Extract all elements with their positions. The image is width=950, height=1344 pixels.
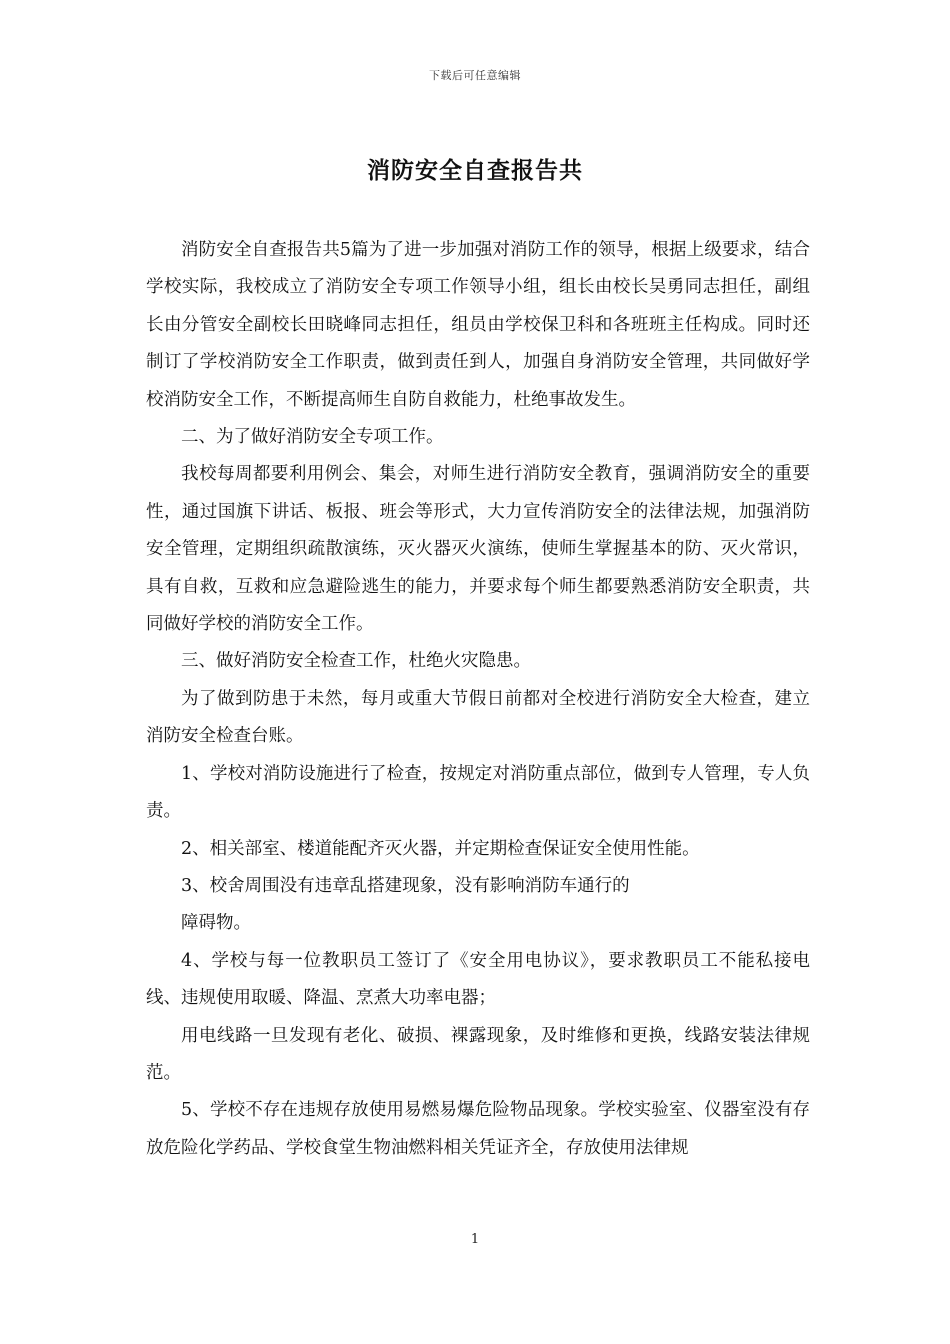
header-note: 下载后可任意编辑 [429, 69, 521, 82]
paragraph: 2、相关部室、楼道能配齐灭火器，并定期检查保证安全使用性能。 [181, 838, 700, 859]
paragraph: 障碍物。 [181, 913, 251, 934]
paragraph: 我校每周都要利用例会、集会，对师生进行消防安全教育，强调消防安全的重要性，通过国旗下讲话、板报、班会等形式，大力宣传消防安全的法律法规，加强消防安全管理，定期组织疏散演练，灭火器灭火演练，使师生掌握基本的防、灭火常识，具有自救，互救和应急避险逃生的能力，并要求每个师生都要熟悉消防安全职责，共同做好学校的消防安全工作。 [146, 464, 810, 635]
paragraph: 1、学校对消防设施进行了检查，按规定对消防重点部位，做到专人管理，专人负责。 [146, 763, 810, 822]
paragraph: 为了做到防患于未然，每月或重大节假日前都对全校进行消防安全大检查，建立消防安全检查台账。 [146, 688, 810, 747]
paragraph: 3、校舍周围没有违章乱搭建现象，没有影响消防车通行的 [181, 875, 630, 896]
paragraph: 5、学校不存在违规存放使用易燃易爆危险物品现象。学校实验室、仪器室没有存放危险化学药品、学校食堂生物油燃料相关凭证齐全，存放使用法律规 [146, 1100, 810, 1158]
paragraph: 二、为了做好消防安全专项工作。 [181, 427, 444, 448]
document-body [146, 232, 810, 1167]
paragraph: 用电线路一旦发现有老化、破损、裸露现象，及时维修和更换，线路安装法律规范。 [146, 1025, 810, 1083]
document-title: 消防安全自查报告共 [367, 157, 583, 184]
page-number: 1 [470, 1232, 480, 1247]
paragraph: 消防安全自查报告共5篇为了进一步加强对消防工作的领导，根据上级要求，结合学校实际，我校成立了消防安全专项工作领导小组，组长由校长吴勇同志担任，副组长由分管安全副校长田晓峰同志担任，组员由学校保卫科和各班班主任构成。同时还制订了学校消防安全工作职责，做到责任到人，加强自身消防安全管理，共同做好学校消防安全工作，不断提高师生自防自救能力，杜绝事故发生。 [146, 240, 810, 410]
paragraph: 4、学校与每一位教职员工签订了《安全用电协议》，要求教职员工不能私接电线、违规使用取暖、降温、烹煮大功率电器； [146, 950, 810, 1009]
paragraph: 三、做好消防安全检查工作，杜绝火灾隐患。 [181, 651, 531, 672]
